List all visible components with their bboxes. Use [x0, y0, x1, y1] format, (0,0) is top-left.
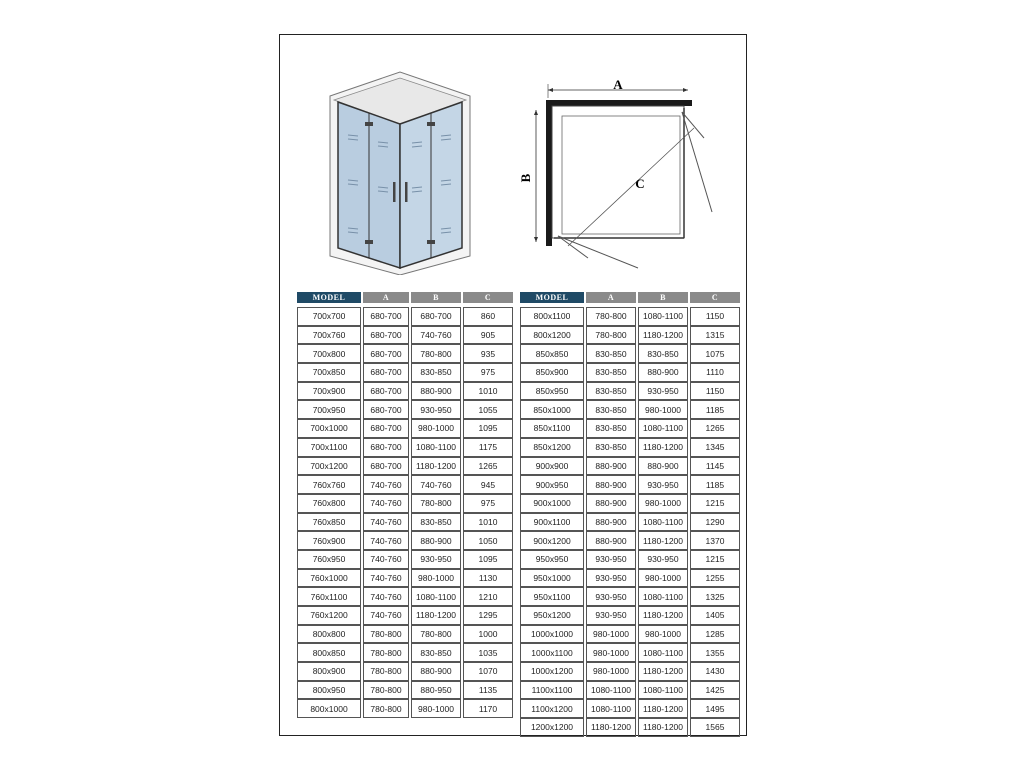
cell-model: 760x950: [297, 550, 361, 569]
cell-b: 880-950: [411, 681, 461, 700]
label-a: A: [613, 77, 623, 92]
cell-c: 905: [463, 326, 513, 345]
cell-a: 780-800: [586, 307, 636, 326]
cell-model: 700x950: [297, 400, 361, 419]
cell-b: 930-950: [638, 475, 688, 494]
cell-c: 1095: [463, 550, 513, 569]
cell-a: 780-800: [363, 662, 409, 681]
cell-a: 680-700: [363, 344, 409, 363]
column-header-c: C: [463, 292, 513, 303]
cell-b: 830-850: [638, 344, 688, 363]
cell-c: 945: [463, 475, 513, 494]
cell-b: 980-1000: [411, 419, 461, 438]
table-row: [520, 494, 740, 513]
cell-b: 980-1000: [411, 699, 461, 718]
cell-c: 1150: [690, 307, 740, 326]
cell-a: 740-760: [363, 606, 409, 625]
cell-b: 930-950: [638, 382, 688, 401]
cell-c: 1150: [690, 382, 740, 401]
table-row: [520, 363, 740, 382]
cell-a: 780-800: [363, 681, 409, 700]
cell-c: 1170: [463, 699, 513, 718]
cell-model: 900x900: [520, 457, 584, 476]
cell-b: 1180-1200: [638, 662, 688, 681]
cell-model: 800x850: [297, 643, 361, 662]
cell-model: 1100x1200: [520, 699, 584, 718]
cell-b: 980-1000: [638, 494, 688, 513]
cell-a: 780-800: [363, 625, 409, 644]
cell-model: 800x1100: [520, 307, 584, 326]
cell-model: 700x800: [297, 344, 361, 363]
table-row: [297, 662, 513, 681]
cell-a: 880-900: [586, 457, 636, 476]
cell-a: 680-700: [363, 326, 409, 345]
cell-model: 1100x1100: [520, 681, 584, 700]
cell-c: 1565: [690, 718, 740, 737]
cell-b: 830-850: [411, 513, 461, 532]
cell-a: 830-850: [586, 382, 636, 401]
cell-model: 760x850: [297, 513, 361, 532]
cell-a: 740-760: [363, 550, 409, 569]
cell-c: 1345: [690, 438, 740, 457]
shower-enclosure-illustration: [324, 70, 474, 275]
cell-a: 880-900: [586, 494, 636, 513]
table-header-row: [520, 292, 740, 303]
cell-model: 1000x1100: [520, 643, 584, 662]
cell-a: 930-950: [586, 550, 636, 569]
column-header-b: B: [638, 292, 688, 303]
cell-c: 1145: [690, 457, 740, 476]
cell-a: 830-850: [586, 344, 636, 363]
cell-b: 880-900: [411, 662, 461, 681]
cell-model: 850x1200: [520, 438, 584, 457]
table-row: [520, 625, 740, 644]
cell-model: 760x800: [297, 494, 361, 513]
cell-a: 740-760: [363, 494, 409, 513]
table-row: [520, 662, 740, 681]
cell-model: 850x1100: [520, 419, 584, 438]
cell-model: 950x1200: [520, 606, 584, 625]
table-row: [520, 307, 740, 326]
cell-c: 1185: [690, 400, 740, 419]
cell-c: 1295: [463, 606, 513, 625]
cell-model: 900x1100: [520, 513, 584, 532]
cell-c: 935: [463, 344, 513, 363]
cell-a: 980-1000: [586, 643, 636, 662]
cell-c: 1175: [463, 438, 513, 457]
cell-c: 1010: [463, 513, 513, 532]
cell-c: 1000: [463, 625, 513, 644]
cell-a: 930-950: [586, 569, 636, 588]
cell-a: 680-700: [363, 438, 409, 457]
cell-c: 1495: [690, 699, 740, 718]
cell-model: 800x1200: [520, 326, 584, 345]
cell-model: 850x950: [520, 382, 584, 401]
cell-b: 1080-1100: [638, 513, 688, 532]
cell-c: 1210: [463, 587, 513, 606]
cell-model: 800x950: [297, 681, 361, 700]
table-row: [297, 569, 513, 588]
cell-b: 1180-1200: [638, 718, 688, 737]
cell-b: 880-900: [411, 382, 461, 401]
cell-b: 830-850: [411, 643, 461, 662]
cell-model: 700x700: [297, 307, 361, 326]
cell-a: 830-850: [586, 363, 636, 382]
table-row: [520, 718, 740, 737]
table-row: [520, 681, 740, 700]
table-row: [297, 550, 513, 569]
cell-c: 1035: [463, 643, 513, 662]
cell-c: 1265: [463, 457, 513, 476]
cell-b: 980-1000: [638, 400, 688, 419]
cell-b: 880-900: [411, 531, 461, 550]
table-row: [520, 344, 740, 363]
column-header-a: A: [363, 292, 409, 303]
cell-b: 980-1000: [411, 569, 461, 588]
cell-c: 1010: [463, 382, 513, 401]
table-row: [297, 438, 513, 457]
cell-a: 1080-1100: [586, 699, 636, 718]
cell-c: 1215: [690, 494, 740, 513]
cell-b: 980-1000: [638, 625, 688, 644]
cell-a: 880-900: [586, 531, 636, 550]
table-row: [520, 438, 740, 457]
cell-b: 930-950: [411, 400, 461, 419]
cell-model: 850x1000: [520, 400, 584, 419]
cell-c: 1130: [463, 569, 513, 588]
size-table-right: [518, 292, 742, 737]
cell-b: 1080-1100: [411, 438, 461, 457]
column-header-model: MODEL: [520, 292, 584, 303]
cell-b: 780-800: [411, 494, 461, 513]
cell-model: 950x950: [520, 550, 584, 569]
cell-model: 950x1000: [520, 569, 584, 588]
cell-model: 800x1000: [297, 699, 361, 718]
table-row: [297, 494, 513, 513]
table-row: [297, 681, 513, 700]
plan-view-diagram: [516, 70, 726, 280]
cell-model: 850x850: [520, 344, 584, 363]
cell-a: 780-800: [586, 326, 636, 345]
table-row: [297, 419, 513, 438]
cell-a: 780-800: [363, 643, 409, 662]
cell-c: 1185: [690, 475, 740, 494]
size-table-left: [295, 292, 515, 718]
cell-c: 1070: [463, 662, 513, 681]
cell-c: 1370: [690, 531, 740, 550]
cell-c: 975: [463, 494, 513, 513]
cell-a: 880-900: [586, 475, 636, 494]
cell-a: 680-700: [363, 363, 409, 382]
cell-b: 1180-1200: [638, 531, 688, 550]
cell-b: 830-850: [411, 363, 461, 382]
cell-model: 700x760: [297, 326, 361, 345]
table-row: [297, 326, 513, 345]
cell-c: 1355: [690, 643, 740, 662]
cell-model: 850x900: [520, 363, 584, 382]
cell-a: 740-760: [363, 569, 409, 588]
cell-b: 880-900: [638, 363, 688, 382]
cell-c: 975: [463, 363, 513, 382]
cell-b: 1180-1200: [638, 326, 688, 345]
cell-b: 740-760: [411, 475, 461, 494]
table-row: [520, 419, 740, 438]
table-row: [297, 363, 513, 382]
cell-a: 780-800: [363, 699, 409, 718]
cell-c: 1325: [690, 587, 740, 606]
table-row: [520, 513, 740, 532]
table-row: [520, 643, 740, 662]
label-b: B: [518, 173, 533, 183]
table-row: [520, 531, 740, 550]
cell-b: 1080-1100: [638, 587, 688, 606]
table-header-row: [297, 292, 513, 303]
cell-b: 1080-1100: [638, 643, 688, 662]
table-row: [520, 606, 740, 625]
cell-a: 830-850: [586, 400, 636, 419]
cell-model: 900x1000: [520, 494, 584, 513]
cell-b: 740-760: [411, 326, 461, 345]
cell-b: 1180-1200: [638, 438, 688, 457]
cell-c: 1075: [690, 344, 740, 363]
cell-c: 1110: [690, 363, 740, 382]
cell-c: 1290: [690, 513, 740, 532]
cell-b: 1180-1200: [638, 699, 688, 718]
table-row: [520, 587, 740, 606]
cell-c: 1285: [690, 625, 740, 644]
table-row: [520, 457, 740, 476]
cell-a: 980-1000: [586, 662, 636, 681]
table-row: [297, 307, 513, 326]
table-row: [520, 569, 740, 588]
cell-c: 1215: [690, 550, 740, 569]
table-row: [297, 382, 513, 401]
cell-b: 680-700: [411, 307, 461, 326]
cell-c: 1255: [690, 569, 740, 588]
cell-a: 930-950: [586, 587, 636, 606]
table-row: [520, 550, 740, 569]
cell-c: 1265: [690, 419, 740, 438]
cell-model: 700x850: [297, 363, 361, 382]
cell-model: 700x1100: [297, 438, 361, 457]
cell-b: 1180-1200: [638, 606, 688, 625]
cell-model: 760x900: [297, 531, 361, 550]
cell-c: 1135: [463, 681, 513, 700]
column-header-model: MODEL: [297, 292, 361, 303]
cell-c: 1315: [690, 326, 740, 345]
column-header-b: B: [411, 292, 461, 303]
table-row: [520, 475, 740, 494]
cell-a: 740-760: [363, 475, 409, 494]
cell-a: 930-950: [586, 606, 636, 625]
cell-a: 680-700: [363, 419, 409, 438]
cell-b: 1080-1100: [411, 587, 461, 606]
cell-b: 1080-1100: [638, 307, 688, 326]
table-row: [297, 344, 513, 363]
cell-b: 780-800: [411, 625, 461, 644]
table-row: [297, 625, 513, 644]
cell-a: 830-850: [586, 419, 636, 438]
cell-model: 700x1200: [297, 457, 361, 476]
cell-model: 800x800: [297, 625, 361, 644]
table-row: [297, 531, 513, 550]
cell-model: 700x1000: [297, 419, 361, 438]
cell-a: 680-700: [363, 382, 409, 401]
cell-c: 1425: [690, 681, 740, 700]
table-row: [297, 457, 513, 476]
cell-b: 880-900: [638, 457, 688, 476]
cell-a: 1080-1100: [586, 681, 636, 700]
cell-model: 900x1200: [520, 531, 584, 550]
cell-a: 680-700: [363, 400, 409, 419]
cell-a: 680-700: [363, 307, 409, 326]
label-c: C: [635, 176, 645, 191]
table-row: [297, 643, 513, 662]
column-header-a: A: [586, 292, 636, 303]
cell-a: 680-700: [363, 457, 409, 476]
cell-c: 1055: [463, 400, 513, 419]
cell-b: 1180-1200: [411, 457, 461, 476]
cell-b: 980-1000: [638, 569, 688, 588]
cell-c: 1405: [690, 606, 740, 625]
table-row: [297, 606, 513, 625]
cell-b: 1180-1200: [411, 606, 461, 625]
cell-c: 1095: [463, 419, 513, 438]
cell-model: 900x950: [520, 475, 584, 494]
table-row: [297, 475, 513, 494]
table-row: [520, 326, 740, 345]
cell-model: 1200x1200: [520, 718, 584, 737]
cell-a: 1180-1200: [586, 718, 636, 737]
cell-a: 880-900: [586, 513, 636, 532]
cell-a: 740-760: [363, 587, 409, 606]
table-row: [297, 699, 513, 718]
cell-c: 860: [463, 307, 513, 326]
cell-model: 950x1100: [520, 587, 584, 606]
cell-b: 930-950: [411, 550, 461, 569]
cell-model: 1000x1000: [520, 625, 584, 644]
cell-model: 760x1100: [297, 587, 361, 606]
cell-model: 700x900: [297, 382, 361, 401]
table-row: [297, 400, 513, 419]
cell-model: 760x1000: [297, 569, 361, 588]
table-row: [520, 400, 740, 419]
cell-a: 980-1000: [586, 625, 636, 644]
column-header-c: C: [690, 292, 740, 303]
cell-model: 1000x1200: [520, 662, 584, 681]
cell-a: 830-850: [586, 438, 636, 457]
cell-model: 800x900: [297, 662, 361, 681]
cell-b: 930-950: [638, 550, 688, 569]
table-row: [520, 699, 740, 718]
cell-model: 760x1200: [297, 606, 361, 625]
table-row: [297, 513, 513, 532]
table-row: [520, 382, 740, 401]
cell-b: 780-800: [411, 344, 461, 363]
cell-c: 1050: [463, 531, 513, 550]
cell-a: 740-760: [363, 531, 409, 550]
cell-b: 1080-1100: [638, 681, 688, 700]
cell-model: 760x760: [297, 475, 361, 494]
cell-b: 1080-1100: [638, 419, 688, 438]
cell-c: 1430: [690, 662, 740, 681]
table-row: [297, 587, 513, 606]
cell-a: 740-760: [363, 513, 409, 532]
